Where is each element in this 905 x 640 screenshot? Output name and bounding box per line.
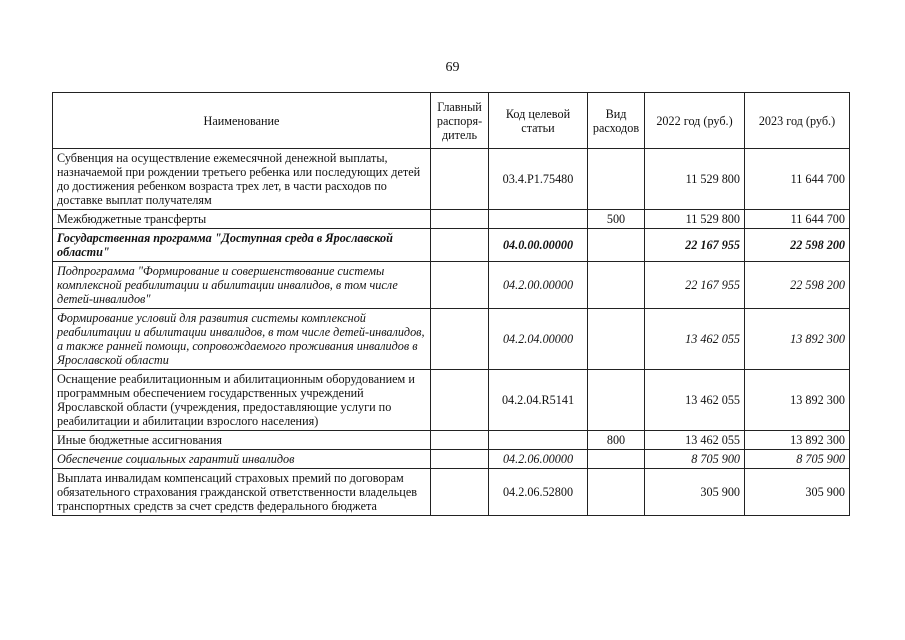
cell-administrator [431, 309, 489, 370]
cell-name: Обеспечение социальных гарантий инвалидов [53, 450, 431, 469]
cell-year-2023: 13 892 300 [745, 370, 850, 431]
cell-year-2023: 22 598 200 [745, 229, 850, 262]
table-row [53, 149, 850, 210]
cell-year-2023: 8 705 900 [745, 450, 850, 469]
cell-target-code [489, 210, 588, 229]
table-row [53, 309, 850, 370]
cell-expense-type: 500 [588, 210, 645, 229]
header-administrator: Главный распоря-дитель [431, 93, 489, 149]
cell-administrator [431, 229, 489, 262]
cell-name: Подпрограмма "Формирование и совершенствование системы комплексной реабилитации и абилитации инвалидов, в том числе детей-инвалидов" [53, 262, 431, 309]
table-header-row [53, 93, 850, 149]
cell-target-code: 04.0.00.00000 [489, 229, 588, 262]
cell-target-code: 04.2.04.R5141 [489, 370, 588, 431]
cell-year-2022: 13 462 055 [645, 431, 745, 450]
cell-year-2022: 11 529 800 [645, 149, 745, 210]
header-target-code: Код целевой статьи [489, 93, 588, 149]
cell-expense-type [588, 309, 645, 370]
cell-expense-type [588, 149, 645, 210]
cell-administrator [431, 431, 489, 450]
table-row [53, 370, 850, 431]
table-row [53, 262, 850, 309]
cell-expense-type [588, 450, 645, 469]
cell-year-2022: 13 462 055 [645, 309, 745, 370]
cell-expense-type [588, 229, 645, 262]
cell-year-2022: 11 529 800 [645, 210, 745, 229]
table-row [53, 450, 850, 469]
header-name: Наименование [53, 93, 431, 149]
cell-year-2022: 22 167 955 [645, 262, 745, 309]
table-row [53, 431, 850, 450]
cell-name: Оснащение реабилитационным и абилитационным оборудованием и программным обеспечением государственных учреждений Ярославской области (учреждения, предоставляющие услуги по реабилитации и абилитации взрослого населения) [53, 370, 431, 431]
table-body [53, 149, 850, 516]
table-row [53, 210, 850, 229]
table-row [53, 229, 850, 262]
cell-year-2023: 11 644 700 [745, 210, 850, 229]
cell-administrator [431, 469, 489, 516]
header-expense-type: Вид расходов [588, 93, 645, 149]
cell-year-2022: 13 462 055 [645, 370, 745, 431]
cell-name: Межбюджетные трансферты [53, 210, 431, 229]
header-year-2023: 2023 год (руб.) [745, 93, 850, 149]
cell-year-2022: 22 167 955 [645, 229, 745, 262]
header-year-2022: 2022 год (руб.) [645, 93, 745, 149]
budget-table [52, 92, 850, 516]
table-row [53, 469, 850, 516]
cell-expense-type [588, 262, 645, 309]
cell-administrator [431, 262, 489, 309]
cell-year-2022: 8 705 900 [645, 450, 745, 469]
cell-target-code: 04.2.00.00000 [489, 262, 588, 309]
page-number: 69 [445, 60, 460, 75]
cell-target-code: 03.4.P1.75480 [489, 149, 588, 210]
cell-year-2022: 305 900 [645, 469, 745, 516]
cell-name: Субвенция на осуществление ежемесячной денежной выплаты, назначаемой при рождении третьего ребенка или последующих детей до достижения ребенком возраста трех лет, в части расходов по доставке выплат получателям [53, 149, 431, 210]
cell-administrator [431, 450, 489, 469]
cell-target-code [489, 431, 588, 450]
cell-name: Выплата инвалидам компенсаций страховых премий по договорам обязательного страхования гражданской ответственности владельцев транспортных средств за счет средств федерального бюджета [53, 469, 431, 516]
cell-year-2023: 11 644 700 [745, 149, 850, 210]
cell-name: Иные бюджетные ассигнования [53, 431, 431, 450]
cell-year-2023: 13 892 300 [745, 431, 850, 450]
cell-target-code: 04.2.06.00000 [489, 450, 588, 469]
cell-year-2023: 22 598 200 [745, 262, 850, 309]
cell-target-code: 04.2.04.00000 [489, 309, 588, 370]
cell-target-code: 04.2.06.52800 [489, 469, 588, 516]
cell-year-2023: 13 892 300 [745, 309, 850, 370]
cell-administrator [431, 210, 489, 229]
cell-name: Формирование условий для развития системы комплексной реабилитации и абилитации инвалидов, в том числе детей-инвалидов, а также ранней помощи, сопровождаемого проживания инвалидов в Ярославской области [53, 309, 431, 370]
cell-year-2023: 305 900 [745, 469, 850, 516]
cell-administrator [431, 370, 489, 431]
cell-name: Государственная программа "Доступная среда в Ярославской области" [53, 229, 431, 262]
cell-expense-type [588, 370, 645, 431]
cell-expense-type [588, 469, 645, 516]
cell-administrator [431, 149, 489, 210]
cell-expense-type: 800 [588, 431, 645, 450]
